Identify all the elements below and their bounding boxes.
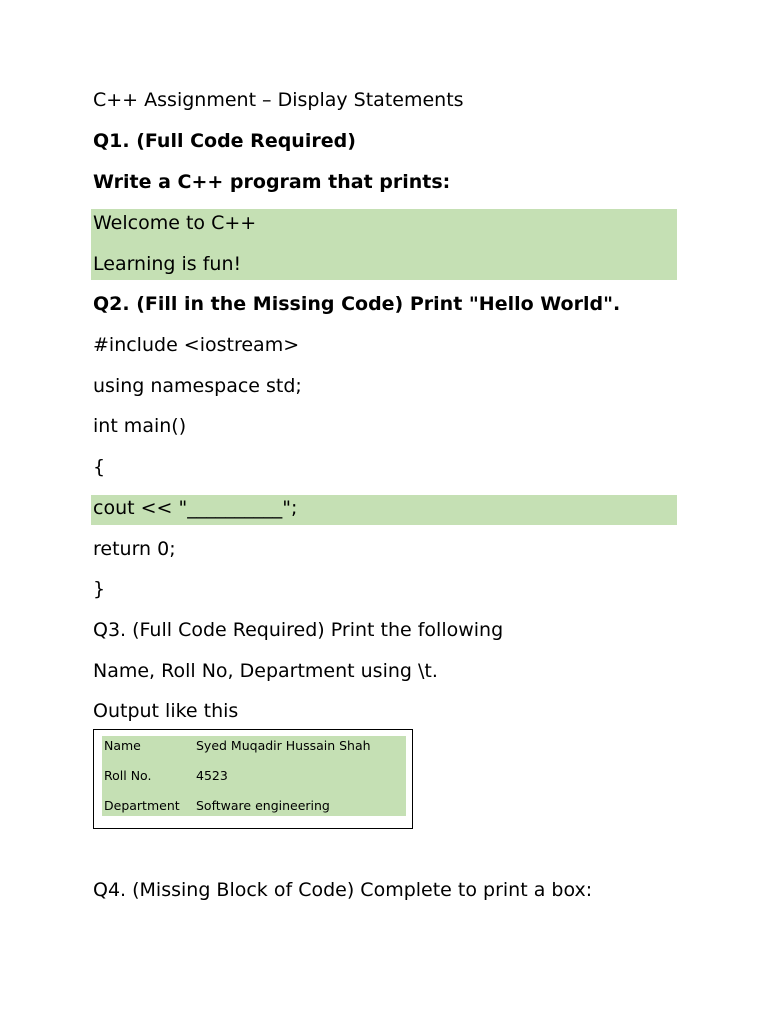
output-value: 4523 bbox=[196, 768, 228, 783]
q4-heading: Q4. (Missing Block of Code) Complete to print a box: bbox=[93, 879, 593, 901]
q3-output-box bbox=[93, 729, 413, 829]
q1-heading: Q1. (Full Code Required) bbox=[93, 130, 356, 152]
q3-output-caption: Output like this bbox=[93, 700, 239, 722]
q2-code-line-3: int main() bbox=[93, 415, 187, 437]
q2-code-line-1: #include <iostream> bbox=[93, 334, 300, 356]
output-row-department bbox=[102, 796, 406, 816]
output-row-name bbox=[102, 736, 406, 756]
q2-heading: Q2. (Fill in the Missing Code) Print "Hello World". bbox=[93, 293, 621, 315]
q3-output-table bbox=[102, 736, 406, 816]
q3-instruction: Name, Roll No, Department using \t. bbox=[93, 660, 438, 682]
q2-code-line-6: return 0; bbox=[93, 538, 176, 560]
document-title: C++ Assignment – Display Statements bbox=[93, 89, 464, 111]
q1-instruction: Write a C++ program that prints: bbox=[93, 171, 451, 193]
q2-code-line-5: cout << "__________"; bbox=[93, 497, 298, 519]
output-value: Software engineering bbox=[196, 798, 330, 813]
q1-output-line-1: Welcome to C++ bbox=[93, 212, 257, 234]
q3-heading: Q3. (Full Code Required) Print the following bbox=[93, 619, 504, 641]
q2-code-line-7: } bbox=[93, 578, 106, 600]
q2-code-line-4: { bbox=[93, 456, 106, 478]
output-label: Name bbox=[104, 738, 141, 753]
q2-code-line-2: using namespace std; bbox=[93, 375, 302, 397]
output-label: Roll No. bbox=[104, 768, 152, 783]
output-value: Syed Muqadir Hussain Shah bbox=[196, 738, 371, 753]
q1-output-line-2: Learning is fun! bbox=[93, 253, 242, 275]
output-label: Department bbox=[104, 798, 180, 813]
output-row-roll-no bbox=[102, 766, 406, 786]
